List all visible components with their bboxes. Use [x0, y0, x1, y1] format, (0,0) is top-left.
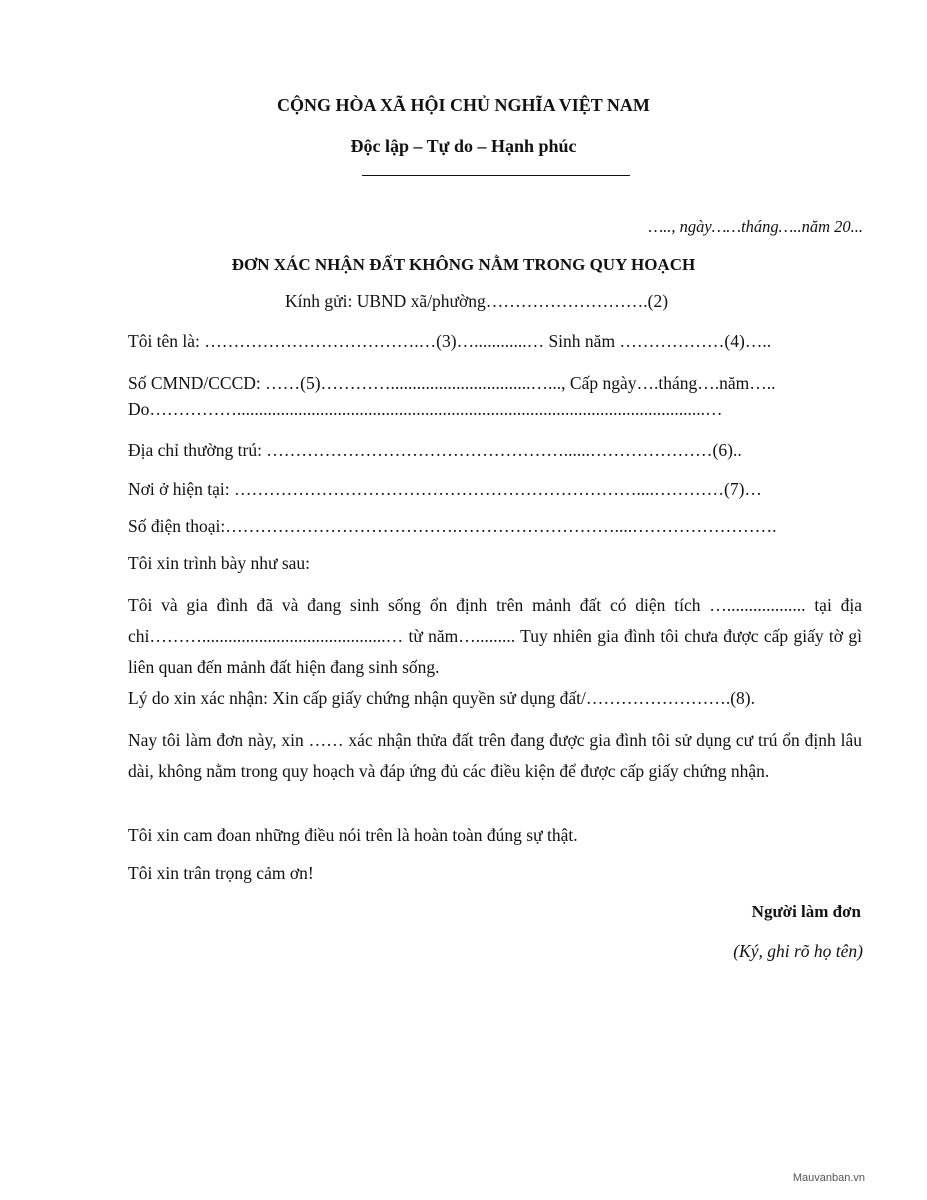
field-permanent-address: Địa chỉ thường trú: ……………………………………………......…………………(6).. [128, 440, 742, 460]
date-line: ….., ngày……tháng…..năm 20... [648, 217, 863, 236]
body-thanks: Tôi xin trân trọng cảm ơn! [128, 863, 314, 883]
recipient-line: Kính gửi: UBND xã/phường……………………….(2) [285, 291, 669, 311]
national-title: CỘNG HÒA XÃ HỘI CHỦ NGHĨA VIỆT NAM [277, 95, 650, 115]
field-phone: Số điện thoại:………………………………….………………………....……………………. [128, 516, 777, 536]
body-paragraph-request: Nay tôi làm đơn này, xin …… xác nhận thửa đất trên đang được gia đình tôi sử dụng cư trú ổn định lâu dài, không nằm trong quy hoạch và đáp ứng đủ các điều kiện để được cấp giấy chứng nhận. [128, 730, 862, 781]
body-commitment: Tôi xin cam đoan những điều nói trên là hoàn toàn đúng sự thật. [128, 825, 578, 845]
body-intro: Tôi xin trình bày như sau: [128, 553, 311, 573]
field-id-number: Số CMND/CCCD: ……(5)…………................................…..., Cấp ngày….tháng….năm….. [128, 373, 776, 393]
watermark: Mauvanban.vn [792, 1172, 865, 1184]
signature-note: (Ký, ghi rõ họ tên) [733, 941, 863, 961]
field-issued-by: Do……………...........................................................................................................… [128, 399, 723, 419]
field-name: Tôi tên là: ……………………………….…(3)…............… Sinh năm ………………(4)….. [128, 331, 772, 351]
body-reason: Lý do xin xác nhận: Xin cấp giấy chứng nhận quyền sử dụng đất/…………………….(8). [128, 688, 755, 708]
signature-label: Người làm đơn [751, 902, 861, 921]
document-title: ĐƠN XÁC NHẬN ĐẤT KHÔNG NẰM TRONG QUY HOẠCH [231, 255, 696, 274]
motto-underline [362, 175, 630, 176]
field-current-address: Nơi ở hiện tại: ……………………………………………………………....…………(7)… [128, 479, 762, 499]
national-motto: Độc lập – Tự do – Hạnh phúc [350, 136, 577, 156]
body-paragraph-land: Tôi và gia đình đã và đang sinh sống ổn định trên mảnh đất có diện tích ….................. tại địa chỉ………..........................................… từ năm…......... Tuy nhiên gia đình tôi chưa được cấp giấy tờ gì liên quan đến mảnh đất hiện đang sinh sống. [128, 595, 862, 677]
